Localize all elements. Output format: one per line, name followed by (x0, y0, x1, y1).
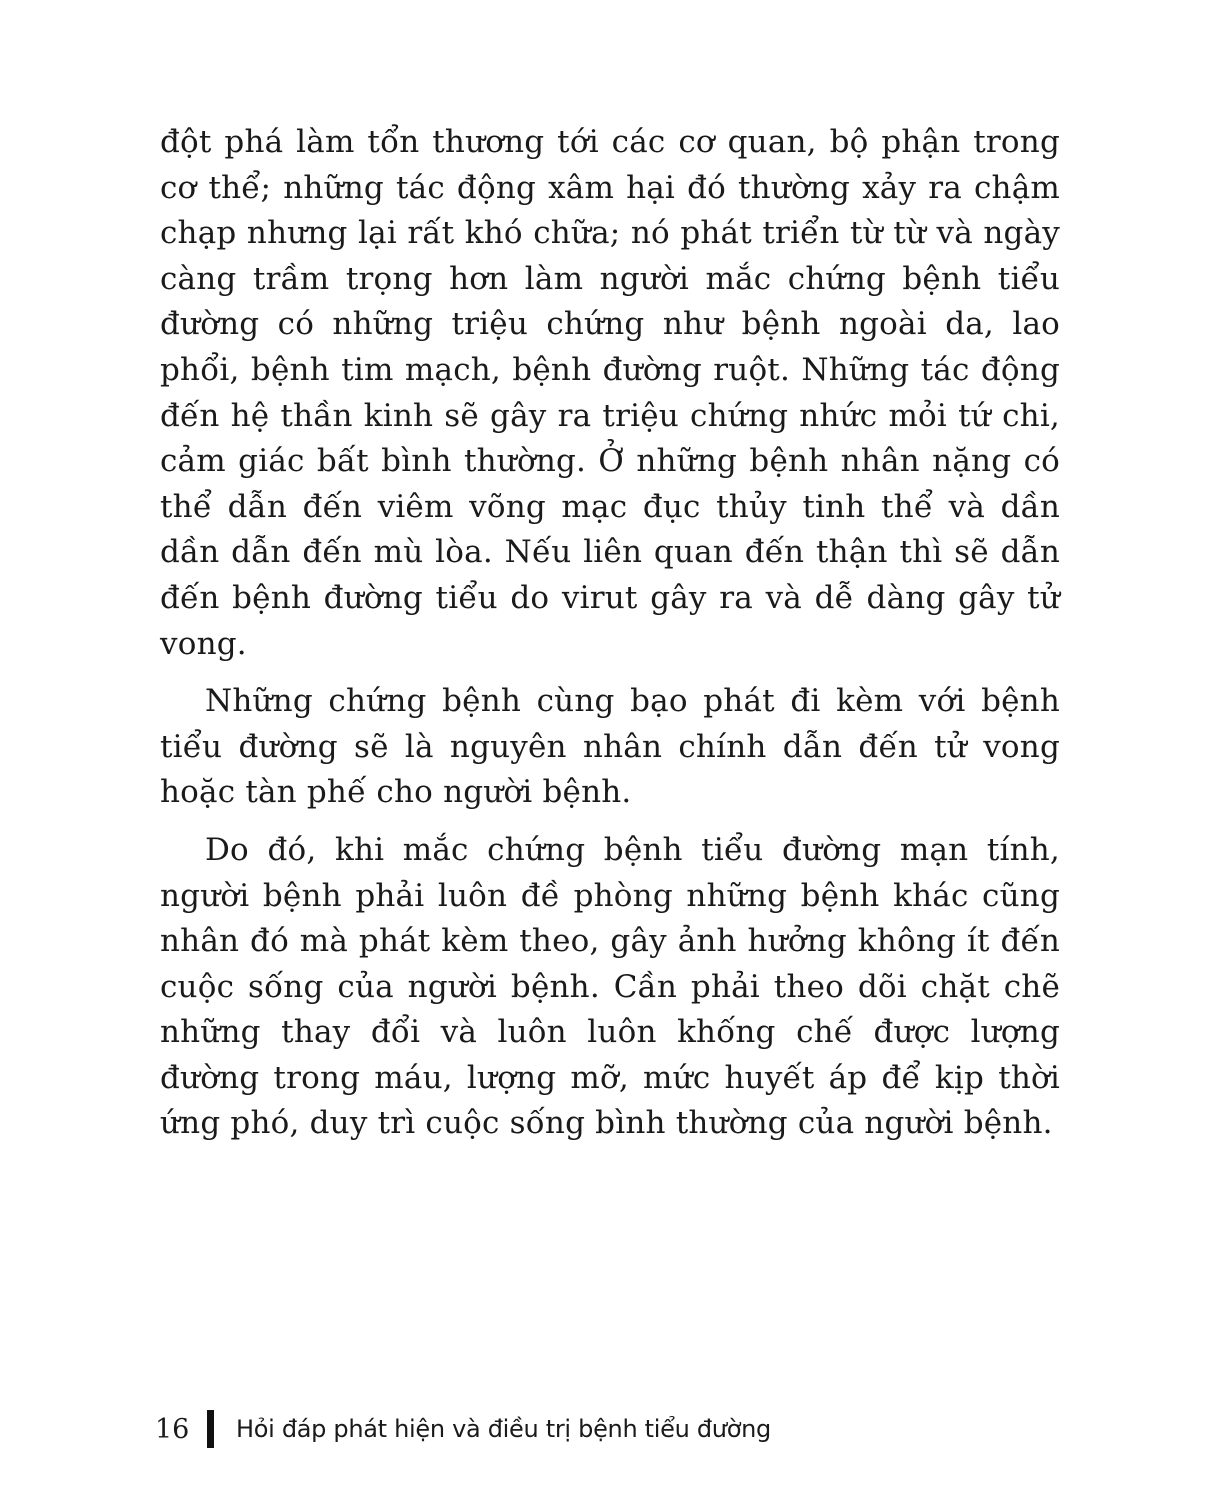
margin-speck (84, 222, 90, 236)
footer-divider (207, 1410, 214, 1448)
paragraph: Những chứng bệnh cùng bạo phát đi kèm với bệnh tiểu đường sẽ là nguyên nhân chính dẫn đến tử vong hoặc tàn phế cho người bệnh. (160, 683, 1060, 811)
paragraph-continued: đột phá làm tổn thương tới các cơ quan, bộ phận trong cơ thể; những tác động xâm hại đó thường xảy ra chậm chạp nhưng lại rất khó chữa; nó phát triển từ từ và ngày càng trầm trọng hơn làm người mắc chứng bệnh tiểu đường có những triệu chứng như bệnh ngoài da, lao phổi, bệnh tim mạch, bệnh đường ruột. Những tác động đến hệ thần kinh sẽ gây ra triệu chứng nhức mỏi tứ chi, cảm giác bất bình thường. Ở những bệnh nhân nặng có thể dẫn đến viêm võng mạc đục thủy tinh thể và dần dần dẫn đến mù lòa. Nếu liên quan đến thận thì sẽ dẫn đến bệnh đường tiểu do virut gây ra và dễ dàng gây tử vong. (160, 124, 1060, 662)
page-number: 16 (155, 1413, 190, 1445)
paragraph: Do đó, khi mắc chứng bệnh tiểu đường mạn tính, người bệnh phải luôn đề phòng những bệnh khác cũng nhân đó mà phát kèm theo, gây ảnh hưởng không ít đến cuộc sống của người bệnh. Cần phải theo dõi chặt chẽ những thay đổi và luôn luôn khống chế được lượng đường trong máu, lượng mỡ, mức huyết áp để kịp thời ứng phó, duy trì cuộc sống bình thường của người bệnh. (160, 831, 1060, 1142)
page-footer (155, 1405, 771, 1453)
running-title: Hỏi đáp phát hiện và điều trị bệnh tiểu đường (236, 1415, 771, 1443)
body-text (160, 120, 1060, 1147)
